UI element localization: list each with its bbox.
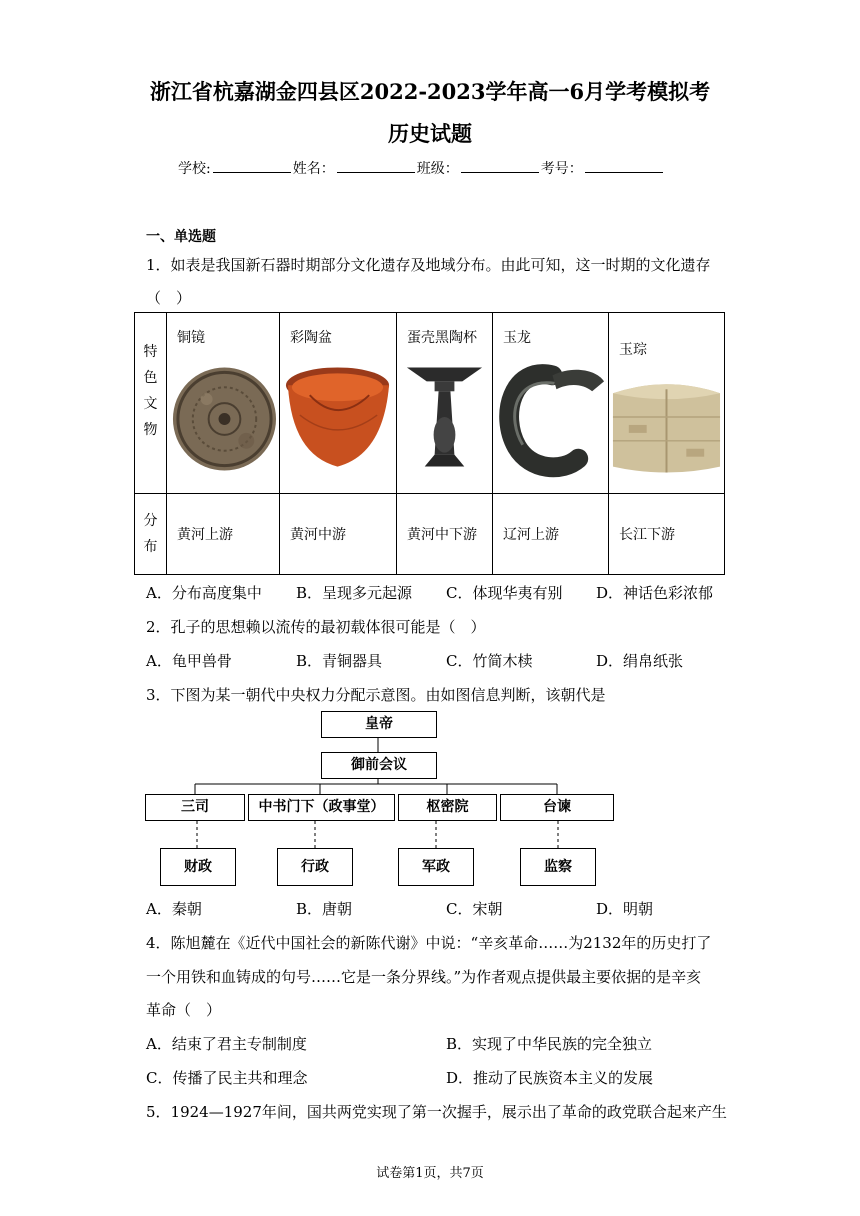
region-cell: 辽河上游	[493, 494, 609, 575]
function-box-military: 军政	[398, 848, 474, 886]
relic-name: 彩陶盆	[290, 330, 332, 346]
school-label: 学校:	[178, 161, 211, 177]
q1-option-c[interactable]: C．体现华夷有别	[446, 584, 563, 602]
q3-option-a[interactable]: A．秦朝	[146, 900, 202, 918]
region-cell: 黄河中下游	[397, 494, 493, 575]
q2-option-c[interactable]: C．竹简木椟	[446, 652, 533, 670]
q1-stem-line2: （ ）	[146, 289, 192, 307]
relic-name: 玉琮	[619, 342, 647, 358]
q1-option-b[interactable]: B．呈现多元起源	[296, 584, 413, 602]
region-cell: 长江下游	[609, 494, 725, 575]
q2-option-d[interactable]: D．绢帛纸张	[596, 652, 684, 670]
q1-option-d[interactable]: D．神话色彩浓郁	[596, 584, 714, 602]
section-heading: 一、单选题	[146, 229, 216, 245]
q4-option-c[interactable]: C．传播了民主共和理念	[146, 1069, 308, 1087]
q2-stem: 2．孔子的思想赖以流传的最初载体很可能是（ ）	[146, 618, 486, 636]
q4-stem-line3: 革命（ ）	[146, 1001, 222, 1019]
q3-option-c[interactable]: C．宋朝	[446, 900, 503, 918]
class-label: 班级：	[416, 161, 459, 177]
q1-option-a[interactable]: A．分布高度集中	[146, 584, 262, 602]
q1-stem-line1: 1．如表是我国新石器时期部分文化遗存及地域分布。由此可知，这一时期的文化遗存	[146, 256, 711, 274]
relic-name: 蛋壳黑陶杯	[407, 330, 477, 346]
organ-box-zhongshu: 中书门下（政事堂）	[248, 794, 395, 821]
q2-option-a[interactable]: A．龟甲兽骨	[146, 652, 232, 670]
region-cell: 黄河中游	[280, 494, 397, 575]
page-footer: 试卷第1页，共7页	[376, 1166, 484, 1181]
emperor-box: 皇帝	[321, 711, 437, 738]
q4-stem-line1: 4．陈旭麓在《近代中国社会的新陈代谢》中说：“辛亥革命……为2132年的历史打了	[146, 934, 712, 952]
region-cell: 黄河上游	[167, 494, 280, 575]
organ-box-shumiyuan: 枢密院	[398, 794, 497, 821]
relic-name: 玉龙	[503, 330, 531, 346]
name-label: 姓名：	[292, 161, 335, 177]
exam-title-line1: 浙江省杭嘉湖金四县区2022-2023学年高一6月学考模拟考	[149, 79, 711, 104]
q3-option-d[interactable]: D．明朝	[596, 900, 654, 918]
row-header-relics: 特 色 文 物	[135, 313, 167, 494]
relic-name: 铜镜	[177, 330, 205, 346]
q3-option-b[interactable]: B．唐朝	[296, 900, 353, 918]
council-box: 御前会议	[321, 752, 437, 779]
q2-option-b[interactable]: B．青铜器具	[296, 652, 383, 670]
row-header-distribution: 分 布	[135, 494, 167, 575]
q4-option-d[interactable]: D．推动了民族资本主义的发展	[446, 1069, 654, 1087]
q4-option-b[interactable]: B．实现了中华民族的完全独立	[446, 1035, 653, 1053]
exam-no-label: 考号：	[540, 161, 583, 177]
function-box-finance: 财政	[160, 848, 236, 886]
organ-box-taijian: 台谏	[500, 794, 614, 821]
q4-option-a[interactable]: A．结束了君主专制制度	[146, 1035, 307, 1053]
organ-box-sansi: 三司	[145, 794, 245, 821]
q4-stem-line2: 一个用铁和血铸成的句号……它是一条分界线。”为作者观点提供最主要依据的是辛亥	[146, 968, 702, 986]
q3-stem: 3．下图为某一朝代中央权力分配示意图。由如图信息判断，该朝代是	[146, 686, 606, 704]
q5-stem-line1: 5．1924—1927年间，国共两党实现了第一次握手，展示出了革命的政党联合起来产生	[146, 1103, 727, 1121]
exam-title-line2: 历史试题	[388, 121, 472, 146]
function-box-administration: 行政	[277, 848, 353, 886]
function-box-supervision: 监察	[520, 848, 596, 886]
